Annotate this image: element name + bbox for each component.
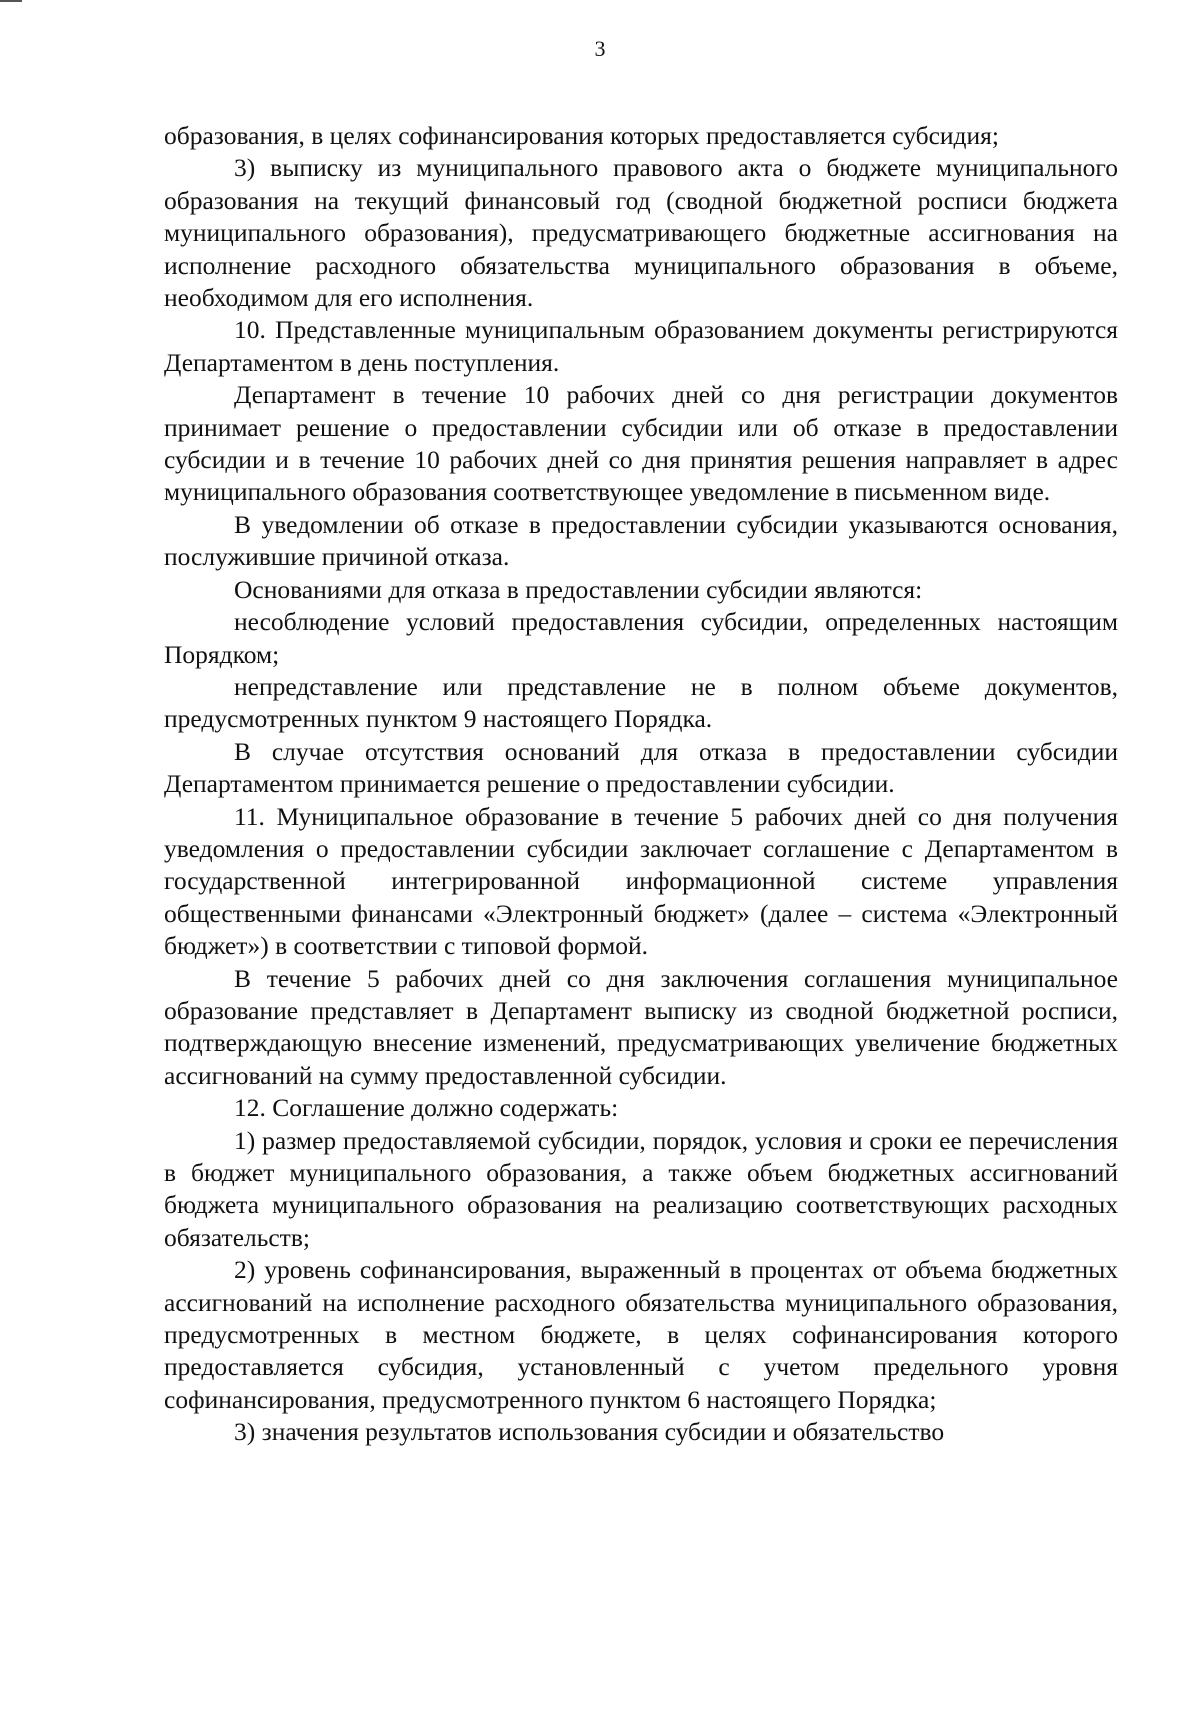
- paragraph: В уведомлении об отказе в предоставлении субсидии указываются основания, послужившие причиной отказа.: [164, 509, 1118, 572]
- paragraph: 12. Соглашение должно содержать:: [234, 1093, 619, 1123]
- paragraph: 11. Муниципальное образование в течение 5 рабочих дней со дня получения уведомления о предоставлении субсидии заключает соглашение с Департаментом в государственной интегрированной информационной системе управления общественными финансами «Электронный бюджет» (далее – система «Электронный бюджет») в соответствии с типовой формой.: [164, 801, 1118, 961]
- paragraph: 3) значения результатов использования субсидии и обязательство: [234, 1417, 945, 1447]
- paragraph: 1) размер предоставляемой субсидии, порядок, условия и сроки ее перечисления в бюджет муниципального образования, а также объем бюджетных ассигнований бюджета муниципального образования на реализацию соответствующих расходных обязательств;: [164, 1125, 1118, 1252]
- paragraph: Основаниями для отказа в предоставлении субсидии являются:: [234, 574, 923, 604]
- paragraph: 10. Представленные муниципальным образованием документы регистрируются Департаментом в день поступления.: [164, 315, 1118, 377]
- paragraph: непредставление или представление не в полном объеме документов, предусмотренных пунктом 9 настоящего Порядка.: [164, 671, 1118, 734]
- paragraph: 2) уровень софинансирования, выраженный в процентах от объема бюджетных ассигнований на исполнение расходного обязательства муниципального образования, предусмотренных в местном бюджете, в целях софинансирования которого предоставляется субсидия, установленный с учетом предельного уровня софинансирования, предусмотренного пунктом 6 настоящего Порядка;: [164, 1255, 1118, 1414]
- paragraph: образования, в целях софинансирования которых предоставляется субсидия;: [164, 121, 999, 150]
- document-body: [164, 120, 1118, 1449]
- paragraph: В случае отсутствия оснований для отказа в предоставлении субсидии Департаментом принимается решение о предоставлении субсидии.: [164, 736, 1118, 799]
- paragraph: Департамент в течение 10 рабочих дней со дня регистрации документов принимает решение о предоставлении субсидии или об отказе в предоставлении субсидии и в течение 10 рабочих дней со дня принятия решения направляет в адрес муниципального образования соответствующее уведомление в письменном виде.: [164, 380, 1118, 507]
- paragraph: В течение 5 рабочих дней со дня заключения соглашения муниципальное образование представляет в Департамент выписку из сводной бюджетной росписи, подтверждающую внесение изменений, предусматривающих увеличение бюджетных ассигнований на сумму предоставленной субсидии.: [164, 963, 1118, 1090]
- paragraph: несоблюдение условий предоставления субсидии, определенных настоящим Порядком;: [164, 607, 1118, 669]
- paragraph: 3) выписку из муниципального правового акта о бюджете муниципального образования на текущий финансовый год (сводной бюджетной росписи бюджета муниципального образования), предусматривающего бюджетные ассигнования на исполнение расходного обязательства муниципального образования в объеме, необходимом для его исполнения.: [164, 153, 1118, 313]
- page-number: 3: [594, 36, 606, 61]
- scan-edge-mark: [0, 0, 22, 2]
